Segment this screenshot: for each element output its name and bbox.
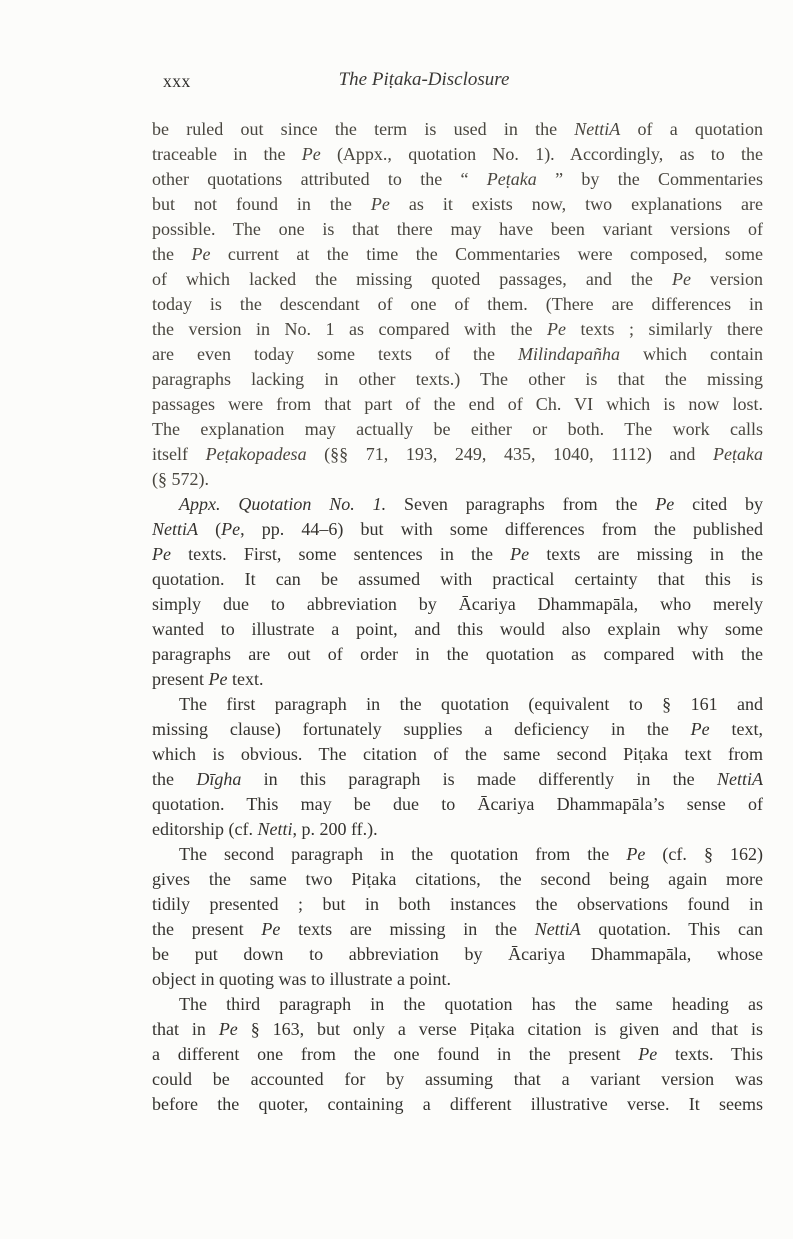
text-run: quotation. This may be due to Ācariya Dhammapāla’s sense of xyxy=(152,794,763,814)
text-run: object in quoting was to illustrate a point. xyxy=(152,969,451,989)
text-run-italic: Appx. Quotation No. 1. xyxy=(179,494,387,514)
text-line xyxy=(152,917,763,942)
text-run: could be accounted for by assuming that a variant version was xyxy=(152,1069,763,1089)
text-line xyxy=(152,667,763,692)
text-line xyxy=(152,1067,763,1092)
text-line xyxy=(152,892,763,917)
text-line xyxy=(152,1017,763,1042)
text-run: of which lacked the missing quoted passages, and the xyxy=(152,269,672,289)
text-run: the xyxy=(152,244,192,264)
text-run: text. xyxy=(227,669,264,689)
text-line xyxy=(152,1042,763,1067)
text-run: § 163, but only a verse Piṭaka citation is given and that is xyxy=(237,1019,763,1039)
text-line xyxy=(152,142,763,167)
text-line xyxy=(152,342,763,367)
text-run: in this paragraph is made differently in the xyxy=(241,769,717,789)
text-run-italic: Pe xyxy=(208,669,228,689)
text-run-italic: NettiA xyxy=(717,769,763,789)
text-line xyxy=(152,442,763,467)
text-run-italic: Pe xyxy=(221,519,241,539)
text-run: editorship (cf. xyxy=(152,819,258,839)
text-run: (cf. § 162) xyxy=(645,844,763,864)
running-title: The Piṭaka-Disclosure xyxy=(338,69,510,90)
text-line xyxy=(152,692,763,717)
text-run-italic: Pe xyxy=(626,844,646,864)
text-run-italic: Peṭaka xyxy=(713,444,763,464)
text-run: Seven paragraphs from the xyxy=(386,494,656,514)
text-line xyxy=(152,217,763,242)
body-text xyxy=(152,117,763,1117)
text-line xyxy=(152,192,763,217)
text-run: other quotations attributed to the “ xyxy=(152,169,487,189)
paragraph xyxy=(152,842,763,992)
text-line xyxy=(152,392,763,417)
text-line xyxy=(152,717,763,742)
text-run: paragraphs are out of order in the quotation as compared with the xyxy=(152,644,763,664)
text-run: possible. The one is that there may have been variant versions of xyxy=(152,219,763,239)
text-run: The third paragraph in the quotation has the same heading as xyxy=(179,994,763,1014)
text-line xyxy=(152,567,763,592)
text-run: of a quotation xyxy=(620,119,763,139)
text-line xyxy=(152,817,763,842)
text-line xyxy=(152,267,763,292)
text-run-italic: NettiA xyxy=(574,119,621,139)
text-run: texts ; similarly there xyxy=(566,319,763,339)
text-run: the xyxy=(152,769,197,789)
text-run: are even today some texts of the xyxy=(152,344,518,364)
text-run: The second paragraph in the quotation from the xyxy=(179,844,627,864)
text-line xyxy=(152,542,763,567)
text-run: quotation. It can be assumed with practical certainty that this is xyxy=(152,569,763,589)
text-line xyxy=(152,967,763,992)
text-line xyxy=(152,117,763,142)
page-number: xxx xyxy=(163,71,191,91)
text-run: (§§ 71, 193, 249, 435, 1040, 1112) and xyxy=(306,444,714,464)
text-run: be ruled out since the term is used in the xyxy=(152,119,575,139)
text-run: tidily presented ; but in both instances the observations found in xyxy=(152,894,763,914)
text-run: (§ 572). xyxy=(152,469,209,489)
text-run: which contain xyxy=(620,344,763,364)
text-run: before the quoter, containing a different illustrative verse. It seems xyxy=(152,1094,763,1114)
paragraph xyxy=(152,692,763,842)
text-run: quotation. This can xyxy=(580,919,763,939)
text-line xyxy=(152,317,763,342)
text-run: (Appx., quotation No. 1). Accordingly, as to the xyxy=(320,144,763,164)
text-run: texts. This xyxy=(657,1044,763,1064)
text-run: a different one from the one found in the present xyxy=(152,1044,639,1064)
text-run-italic: Peṭaka xyxy=(486,169,537,189)
text-line xyxy=(152,467,763,492)
paragraph xyxy=(152,492,763,692)
text-line xyxy=(152,792,763,817)
text-line xyxy=(152,367,763,392)
text-run-italic: Pe xyxy=(690,719,710,739)
text-run-italic: Peṭakopadesa xyxy=(205,444,307,464)
text-run-italic: Netti xyxy=(257,819,293,839)
text-run-italic: Pe xyxy=(547,319,566,339)
text-run: be put down to abbreviation by Ācariya Dhammapāla, whose xyxy=(152,944,763,964)
text-line xyxy=(152,517,763,542)
text-line xyxy=(152,617,763,642)
text-run-italic: NettiA xyxy=(152,519,198,539)
text-run-italic: Pe xyxy=(152,544,171,564)
text-run: , p. 200 ff.). xyxy=(292,819,378,839)
text-run: itself xyxy=(152,444,206,464)
text-run: ( xyxy=(198,519,222,539)
text-run-italic: Milindapañha xyxy=(518,344,620,364)
text-run: which is obvious. The citation of the same second Piṭaka text from xyxy=(152,744,763,764)
text-run: traceable in the xyxy=(152,144,302,164)
text-run: ” by the Commentaries xyxy=(536,169,763,189)
text-line xyxy=(152,842,763,867)
text-run: wanted to illustrate a point, and this would also explain why some xyxy=(152,619,763,639)
text-run: current at the time the Commentaries were composed, some xyxy=(210,244,763,264)
text-run: as it exists now, two explanations are xyxy=(389,194,763,214)
text-line xyxy=(152,992,763,1017)
text-run: cited by xyxy=(674,494,763,514)
text-run: gives the same two Piṭaka citations, the second being again more xyxy=(152,869,763,889)
text-run: today is the descendant of one of them. (There are differences in xyxy=(152,294,763,314)
text-run-italic: Pe xyxy=(655,494,675,514)
text-run-italic: Pe xyxy=(671,269,691,289)
text-run-italic: Pe xyxy=(261,919,281,939)
text-line xyxy=(152,592,763,617)
text-run: version xyxy=(690,269,763,289)
text-run: texts are missing in the xyxy=(280,919,535,939)
text-line xyxy=(152,242,763,267)
text-line xyxy=(152,1092,763,1117)
text-run-italic: Pe xyxy=(191,244,211,264)
text-run: texts are missing in the xyxy=(529,544,763,564)
text-run: The first paragraph in the quotation (equivalent to § 161 and xyxy=(179,694,763,714)
text-run: but not found in the xyxy=(152,194,371,214)
paragraph xyxy=(152,992,763,1117)
text-line xyxy=(152,642,763,667)
text-run: passages were from that part of the end of Ch. VI which is now lost. xyxy=(152,394,763,414)
text-line xyxy=(152,292,763,317)
text-line xyxy=(152,767,763,792)
text-run: paragraphs lacking in other texts.) The other is that the missing xyxy=(152,369,763,389)
text-run-italic: Pe xyxy=(301,144,321,164)
text-run: , pp. 44–6) but with some differences from the published xyxy=(240,519,763,539)
text-line xyxy=(152,167,763,192)
text-line xyxy=(152,742,763,767)
text-run-italic: Pe xyxy=(510,544,530,564)
text-line xyxy=(152,942,763,967)
text-run-italic: Pe xyxy=(638,1044,658,1064)
text-line xyxy=(152,492,763,517)
text-run: The explanation may actually be either or both. The work calls xyxy=(152,419,763,439)
text-run: simply due to abbreviation by Ācariya Dhammapāla, who merely xyxy=(152,594,763,614)
text-line xyxy=(152,867,763,892)
paragraph xyxy=(152,117,763,492)
text-line xyxy=(152,417,763,442)
text-run-italic: NettiA xyxy=(534,919,581,939)
text-run: missing clause) fortunately supplies a deficiency in the xyxy=(152,719,691,739)
text-run-italic: Dīgha xyxy=(196,769,242,789)
text-run: texts. First, some sentences in the xyxy=(170,544,511,564)
text-run: that in xyxy=(152,1019,219,1039)
text-run-italic: Pe xyxy=(370,194,390,214)
text-run-italic: Pe xyxy=(218,1019,238,1039)
text-run: the version in No. 1 as compared with the xyxy=(152,319,548,339)
text-run: the present xyxy=(152,919,262,939)
text-run: present xyxy=(152,669,209,689)
text-run: text, xyxy=(709,719,763,739)
